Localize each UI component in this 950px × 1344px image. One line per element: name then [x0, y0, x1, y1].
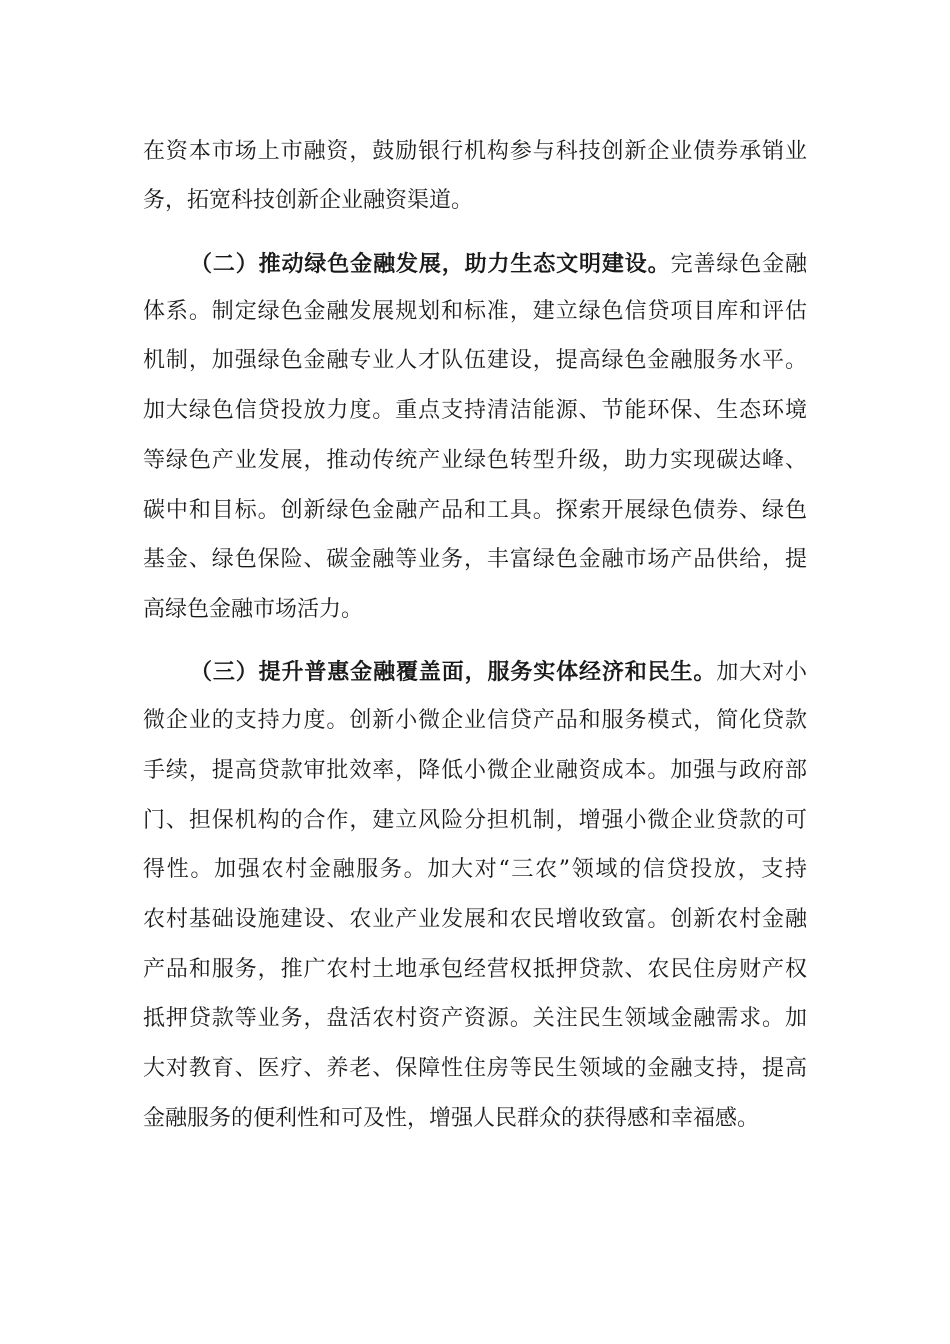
paragraph-2-line-7: 基金、绿色保险、碳金融等业务，丰富绿色金融市场产品供给，提: [143, 547, 807, 572]
paragraph-2-line-3: 机制，加强绿色金融专业人才队伍建设，提高绿色金融服务水平。: [143, 348, 807, 373]
paragraph-3-heading: （三）提升普惠金融覆盖面，服务实体经济和民生。: [190, 659, 717, 685]
paragraph-2-line-4: 加大绿色信贷投放力度。重点支持清洁能源、节能环保、生态环境: [143, 398, 807, 423]
paragraph-2-line-5: 等绿色产业发展，推动传统产业绿色转型升级，助力实现碳达峰、: [143, 448, 807, 473]
paragraph-2-line-2: 体系。制定绿色金融发展规划和标准，建立绿色信贷项目库和评估: [143, 299, 807, 324]
paragraph-3-first-line-text: 加大对小: [716, 660, 807, 685]
paragraph-3-line-6: 农村基础设施建设、农业产业发展和农民增收致富。创新农村金融: [143, 907, 807, 932]
paragraph-1-line-1: 在资本市场上市融资，鼓励银行机构参与科技创新企业债券承销业: [143, 139, 807, 164]
paragraph-3-line-1: [190, 654, 807, 690]
paragraph-3-line-8: 抵押贷款等业务，盘活农村资产资源。关注民生领域金融需求。加: [143, 1006, 807, 1031]
paragraph-3-line-9: 大对教育、医疗、养老、保障性住房等民生领域的金融支持，提高: [143, 1056, 807, 1081]
paragraph-3-line-2: 微企业的支持力度。创新小微企业信贷产品和服务模式，简化贷款: [143, 708, 807, 733]
paragraph-1-line-2: 务，拓宽科技创新企业融资渠道。: [143, 188, 474, 213]
paragraph-2-heading: （二）推动绿色金融发展，助力生态文明建设。: [190, 251, 671, 277]
paragraph-2-line-1: [190, 246, 807, 282]
paragraph-3-line-4: 门、担保机构的合作，建立风险分担机制，增强小微企业贷款的可: [143, 808, 807, 833]
paragraph-2-line-6: 碳中和目标。创新绿色金融产品和工具。探索开展绿色债券、绿色: [143, 498, 807, 523]
paragraph-2-first-line-text: 完善绿色金融: [670, 252, 807, 277]
paragraph-3-line-7: 产品和服务，推广农村土地承包经营权抵押贷款、农民住房财产权: [143, 957, 807, 982]
paragraph-2-line-8: 高绿色金融市场活力。: [143, 597, 364, 622]
paragraph-3-line-5: 得性。加强农村金融服务。加大对“三农”领域的信贷投放，支持: [143, 857, 807, 882]
paragraph-3-line-3: 手续，提高贷款审批效率，降低小微企业融资成本。加强与政府部: [143, 758, 807, 783]
paragraph-3-line-10: 金融服务的便利性和可及性，增强人民群众的获得感和幸福感。: [143, 1106, 760, 1131]
